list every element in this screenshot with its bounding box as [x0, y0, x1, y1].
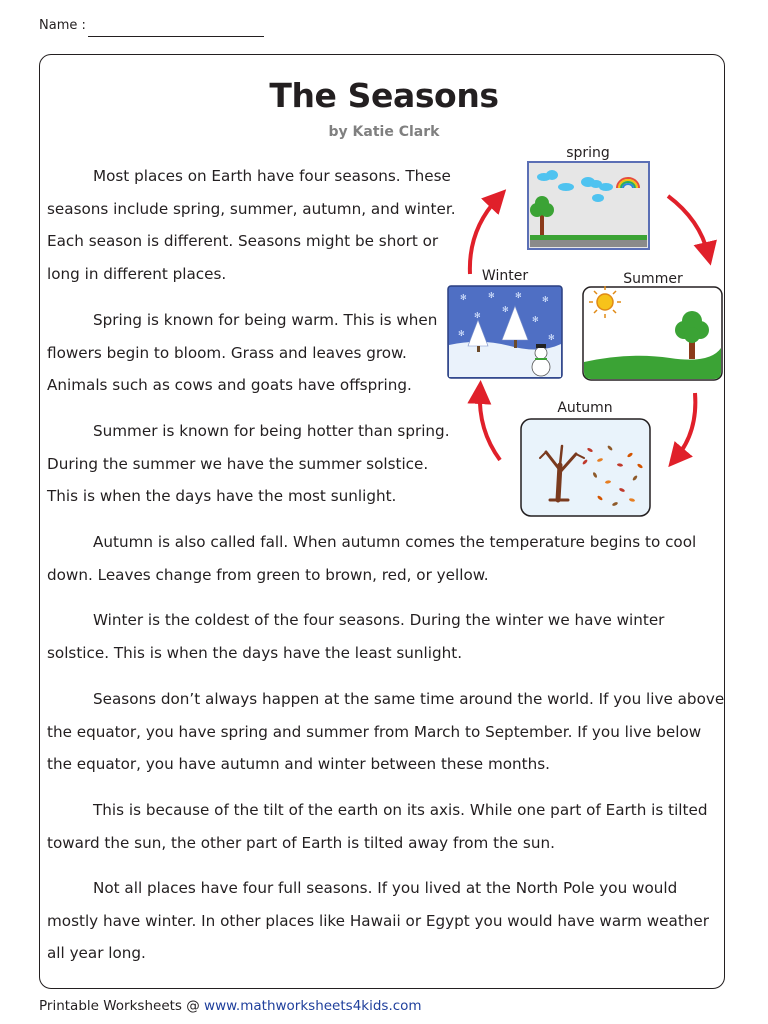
svg-text:✻: ✻: [515, 291, 522, 300]
svg-text:✻: ✻: [502, 305, 509, 314]
paragraph-spring: Spring is known for being warm. This is when flowers begin to bloom. Grass and leaves grow. Animals such as cows and goats have offspring.: [47, 311, 438, 394]
paragraph-intro: Most places on Earth have four seasons. These seasons include spring, summer, autumn, and winter. Each season is different. Seasons might be short or long in different places.: [47, 167, 456, 283]
name-line[interactable]: [88, 36, 264, 37]
footer-prefix: Printable Worksheets @: [39, 998, 200, 1014]
arrow-spring-to-summer: [668, 196, 708, 254]
autumn-picture: [521, 419, 650, 516]
spring-picture: [528, 162, 649, 249]
svg-text:✻: ✻: [542, 295, 549, 304]
svg-text:✻: ✻: [460, 293, 467, 302]
svg-text:✻: ✻: [548, 333, 555, 342]
paragraph-autumn: Autumn is also called fall. When autumn comes the temperature begins to cool down. Leaves change from green to brown, red, or yellow.: [47, 533, 697, 584]
paragraph-hemispheres: Seasons don’t always happen at the same time around the world. If you live above the equator, you have spring and summer from March to September. If you live below the equator, you have autumn and winter between these months.: [47, 690, 725, 773]
summer-label: Summer: [623, 271, 683, 287]
paragraph-summer: Summer is known for being hotter than spring. During the summer we have the summer solstice. This is when the days have the most sunlight.: [47, 422, 450, 505]
name-label: Name :: [39, 18, 86, 33]
svg-text:✻: ✻: [488, 291, 495, 300]
paragraph-tilt: This is because of the tilt of the earth on its axis. While one part of Earth is tilted toward the sun, the other part of Earth is tilted away from the sun.: [47, 801, 708, 852]
footer-link[interactable]: www.mathworksheets4kids.com: [204, 998, 422, 1014]
autumn-label: Autumn: [557, 400, 613, 416]
summer-picture: [583, 286, 722, 380]
winter-picture: [448, 286, 562, 378]
svg-text:✻: ✻: [458, 329, 465, 338]
spring-label: spring: [566, 145, 610, 161]
paragraph-winter: Winter is the coldest of the four seasons. During the winter we have winter solstice. This is when the days have the least sunlight.: [47, 611, 665, 662]
winter-label: Winter: [481, 268, 529, 284]
seasons-cycle-diagram: [440, 140, 730, 520]
svg-text:✻: ✻: [474, 311, 481, 320]
author-byline: by Katie Clark: [328, 124, 440, 140]
page-title: The Seasons: [269, 76, 499, 115]
arrow-summer-to-autumn: [676, 393, 695, 458]
arrow-winter-to-spring: [470, 198, 498, 274]
arrow-autumn-to-winter: [480, 392, 500, 460]
footer: [39, 998, 422, 1014]
svg-text:✻: ✻: [532, 315, 539, 324]
paragraph-places: Not all places have four full seasons. If you lived at the North Pole you would mostly have winter. In other places like Hawaii or Egypt you would have warm weather all year long.: [47, 879, 709, 962]
